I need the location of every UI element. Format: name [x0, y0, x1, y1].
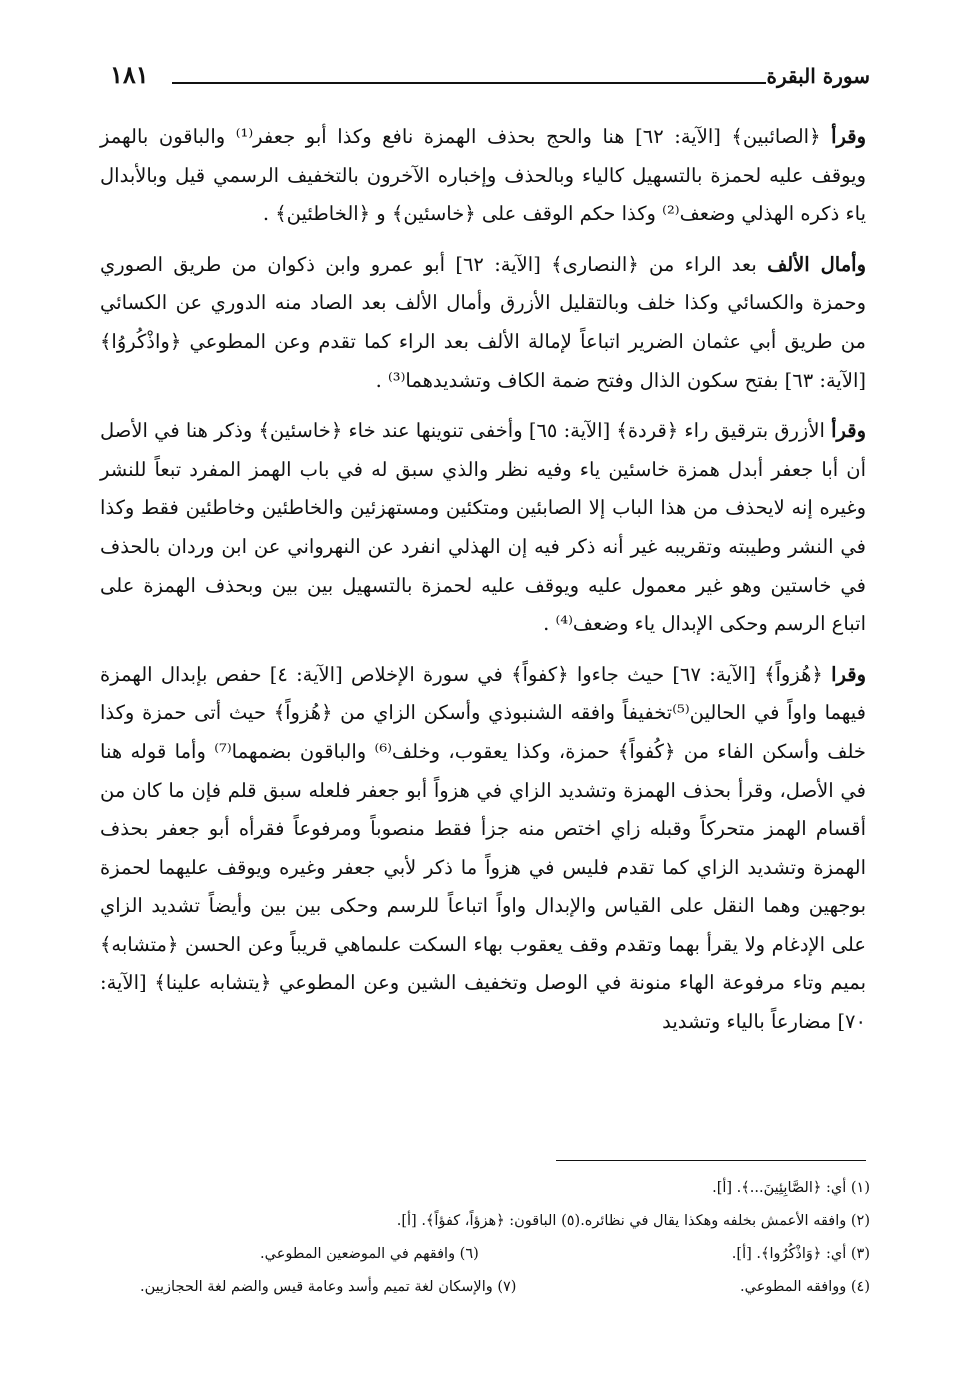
footnote-6: (٦) وافقهم في الموضعين المطوعي. [260, 1246, 479, 1262]
footnote-4: (٤) ووافقه المطوعي. [740, 1279, 870, 1295]
paragraph-1 [100, 118, 866, 234]
footnote-divider [556, 1160, 866, 1161]
paragraph-text: ﴿هُزواً﴾ [الآية: ٦٧] حيث جاءوا ﴿كفواً﴾ في سورة الإخلاص [الآية: ٤] حفص بإبدال الهمزة فيهما واواً في الحالين⁽⁵⁾تخفيفاً وافقه الشنبوذي وأسكن الزاي من ﴿هُزواً﴾ حيث أتى حمزة وكذا خلف وأسكن الفاء من ﴿كُفواً﴾ حمزة، وكذا يعقوب، وخلف⁽⁶⁾ والباقون بضمهما⁽⁷⁾ وأما قوله هنا في الأصل، وقرأ بحذف الهمزة وتشديد الزاي في هزواً أبو جعفر فلعله سبق قلم فإن ما كان من أقسام الهمز متحركاً وقبله زاي اختص منه جزأ فقط منصوباً ومرفوعاً فقرأه أبو جعفر بحذف الهمزة وتشديد الزاي كما تقدم فليس في هزواً ما ذكر لأبي جعفر وغيره ويوقف عليهما لحمزة بوجهين وهما النقل على القياس والإبدال واواً اتباعاً للرسم وحكى بين بين وأيضاً تشديد الزاي على الإدغام ولا يقرأ بهما وتقدم وقف يعقوب بهاء السكت علىماهي قريباً وعن الحسن ﴿متشابه﴾ بميم وتاء مرفوعة الهاء منونة في الوصل وتخفيف الشين وعن المطوعي ﴿يتشابه علينا﴾ [الآية: ٧٠] مضارعاً بالياء وتشديد [100, 662, 866, 1034]
paragraph-text: ﴿الصائبين﴾ [الآية: ٦٢] هنا والحج بحذف الهمزة نافع وكذا أبو جعفر⁽¹⁾ والباقون بالهمز ويوقف عليه لحمزة بالتسهيل كالياء وبالحذف وإخباره الآخرون بالتخفيف الرسمي قيل وبالأبدال ياء ذكره الهذلي وضعف⁽²⁾ وكذا حكم الوقف على ﴿خاسئين﴾ و ﴿الخاطئين﴾ . [100, 125, 866, 226]
paragraph-lead: وقرأ [831, 419, 867, 443]
footnote-row-4 [100, 1271, 870, 1304]
paragraph-2 [100, 246, 866, 400]
paragraph-lead: وقرا [831, 662, 866, 686]
footnote-7: (٧) والإسكان لغة تميم وأسد وعامة قيس والضم لغة الحجازيين. [140, 1279, 517, 1295]
footnote-2: (٢) وافقه الأعمش بخلفه وهكذا يقال في نظائره.(٥) الباقون: ﴿هزؤاً، كفؤاً﴾. [أ]. [396, 1213, 870, 1229]
header-rule [172, 82, 766, 84]
surah-title: سورة البقرة [766, 64, 870, 88]
main-text [100, 118, 866, 1054]
page-number: ١٨١ [110, 60, 149, 89]
page-header [110, 58, 870, 98]
paragraph-text: بعد الراء من ﴿النصارى﴾ [الآية: ٦٢] أبو عمرو وابن ذكوان من طريق الصوري وحمزة والكسائي وكذا خلف وبالتقليل الأزرق وأمال الألف بعد الصاد منه الدوري عن الكسائي من طريق أبي عثمان الضرير اتباعاً لإمالة الألف بعد الراء كما تقدم وعن المطوعي ﴿واذْكُروُا﴾ [الآية: ٦٣] بفتح سكون الذال وفتح ضمة الكاف وتشديدهما⁽³⁾ . [100, 252, 866, 392]
footnote-row-3 [100, 1238, 870, 1271]
footnotes [100, 1172, 870, 1304]
paragraph-4 [100, 656, 866, 1042]
paragraph-lead: وأمال الألف [767, 252, 867, 276]
footnote-1: (١) أي: ﴿الصَّابِئِينَ...﴾. [أ]. [712, 1180, 870, 1196]
paragraph-lead: وقرأ [831, 125, 866, 148]
footnote-3: (٣) أي: ﴿وَاذْكُرُوا﴾. [أ]. [731, 1246, 870, 1262]
paragraph-text: الأزرق بترقيق راء ﴿قردة﴾ [الآية: ٦٥] وأخفى تنوينها عند خاء ﴿خاسئين﴾ وذكر هنا في الأصل أن أبا جعفر أبدل همزة خاسئين ياء وفيه نظر والذي سبق له في باب الهمز المفرد تبعاً للنشر وغيره إنه لايحذف من هذا الباب إلا الصابئين ومتكئين ومستهزئين والخاطئين وخاطئين فقط وكذا في النشر وطيبته وتقريبه غير أنه ذكر فيه إن الهذلي انفرد عن النهرواني عن ابن وردان بالحذف في خاستين وهو غير معمول عليه ويوقف عليه لحمزة بالتسهيل بين بين وبحذف الهمزة على اتباع الرسم وحكى الإبدال ياء وضعف⁽⁴⁾ . [100, 419, 866, 636]
paragraph-3 [100, 412, 866, 644]
